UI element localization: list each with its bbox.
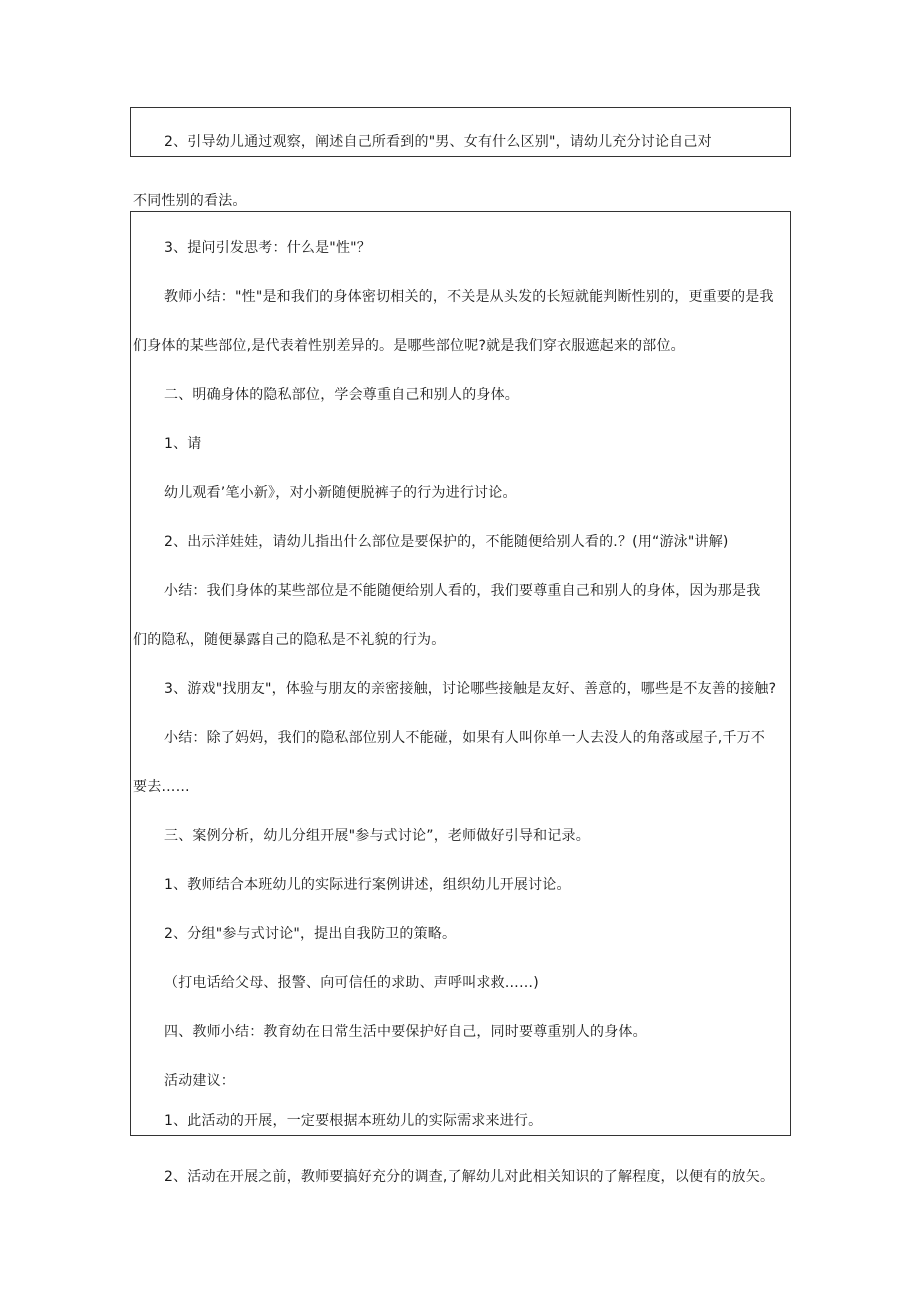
paragraph-line: 3、提问引发思考：什么是"性"？ — [164, 240, 371, 256]
paragraph-line: 活动建议： — [164, 1073, 235, 1089]
paragraph-line: 们身体的某些部位,是代表着性别差异的。是哪些部位呢?就是我们穿衣服遮起来的部位。 — [133, 338, 685, 354]
paragraph-line: 2、引导幼儿通过观察，阐述自己所看到的"男、女有什么区别"，请幼儿充分讨论自己对 — [164, 134, 712, 150]
paragraph-line: 3、游戏"找朋友"，体验与朋友的亲密接触，讨论哪些接触是友好、善意的，哪些是不友善的接触? — [164, 681, 777, 697]
paragraph-line: 小结：我们身体的某些部位是不能随便给别人看的，我们要尊重自己和别人的身体，因为那是我 — [164, 583, 761, 599]
paragraph-line: 幼儿观看’笔小新》，对小新随便脱裤子的行为进行讨论。 — [164, 485, 517, 501]
paragraph-line: （打电话给父母、报警、向可信任的求助、声呼叫求救……) — [164, 975, 539, 991]
paragraph-line: 教师小结："性"是和我们的身体密切相关的，不关是从头发的长短就能判断性别的，更重要的是我 — [164, 289, 774, 305]
paragraph-line: 们的隐私，随便暴露自己的隐私是不礼貌的行为。 — [133, 632, 446, 648]
paragraph-line: 小结：除了妈妈，我们的隐私部位别人不能碰，如果有人叫你单一人去没人的角落或屋子,千万不 — [164, 730, 766, 746]
paragraph-line: 2、活动在开展之前，教师要搞好充分的调查,了解幼儿对此相关知识的了解程度，以便有的放矢。 — [164, 1169, 775, 1185]
section-heading: 三、案例分析，幼儿分组开展"参与式讨论”，老师做好引导和记录。 — [164, 828, 590, 844]
paragraph-line: 1、请 — [164, 436, 202, 452]
paragraph-line: 2、分组"参与式讨论"，提出自我防卫的策略。 — [164, 926, 457, 942]
section-heading: 二、明确身体的隐私部位，学会尊重自己和别人的身体。 — [164, 387, 519, 403]
paragraph-line: 1、教师结合本班幼儿的实际进行案例讲述，组织幼儿开展讨论。 — [164, 877, 571, 893]
paragraph-line: 不同性别的看法。 — [133, 193, 247, 209]
section-heading: 四、教师小结：教育幼在日常生活中要保护好自己，同时要尊重别人的身体。 — [164, 1024, 647, 1040]
paragraph-line: 1、此活动的开展，一定要根据本班幼儿的实际需求来进行。 — [164, 1113, 543, 1129]
paragraph-line: 2、出示洋娃娃，请幼儿指出什么部位是要保护的，不能随便给别人看的.？(用“游泳"讲解) — [164, 534, 729, 550]
paragraph-line: 要去…… — [133, 779, 190, 795]
